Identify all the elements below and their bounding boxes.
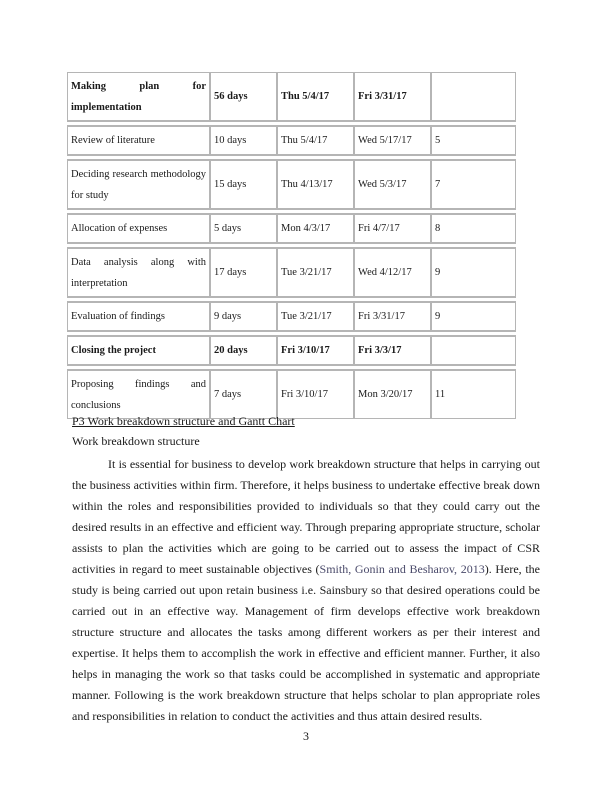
table-row	[67, 126, 516, 155]
predecessor-cell: 9	[431, 248, 516, 297]
predecessor-cell	[431, 72, 516, 121]
finish-date-cell: Wed 4/12/17	[354, 248, 431, 297]
duration-cell: 17 days	[210, 248, 277, 297]
duration-cell: 5 days	[210, 214, 277, 243]
task-cell: Closing the project	[67, 336, 210, 365]
finish-date-cell: Wed 5/17/17	[354, 126, 431, 155]
task-cell: Making plan for implementation	[67, 72, 210, 121]
citation: Smith, Gonin and Besharov, 2013	[319, 562, 485, 576]
duration-cell: 9 days	[210, 302, 277, 331]
duration-cell: 20 days	[210, 336, 277, 365]
predecessor-cell: 8	[431, 214, 516, 243]
table-row	[67, 160, 516, 209]
start-date-cell: Tue 3/21/17	[277, 302, 354, 331]
predecessor-cell: 5	[431, 126, 516, 155]
predecessor-cell: 7	[431, 160, 516, 209]
predecessor-cell: 9	[431, 302, 516, 331]
schedule-table	[67, 72, 516, 419]
predecessor-cell	[431, 336, 516, 365]
task-cell: Evaluation of findings	[67, 302, 210, 331]
task-cell: Proposing findings and conclusions	[67, 370, 210, 419]
duration-cell: 7 days	[210, 370, 277, 419]
start-date-cell: Fri 3/10/17	[277, 336, 354, 365]
schedule-table-body	[67, 72, 516, 419]
finish-date-cell: Fri 3/3/17	[354, 336, 431, 365]
paragraph-text-end: ). Here, the study is being carried out upon retain business i.e. Sainsbury so that desired operations could be carried out in an effective way. Management of firm develops effective work breakdown structure structure and allocates the tasks among different workers as per their interest and expertise. It helps them to accomplish the work in effective and efficient manner. Further, it also helps in managing the work so that tasks could be accomplished in systematic and appropriate manner. Following is the work breakdown structure that helps scholar to plan appropriate roles and responsibilities in relation to conduct the activities and thus attain desired results.	[72, 562, 541, 723]
start-date-cell: Thu 4/13/17	[277, 160, 354, 209]
duration-cell: 15 days	[210, 160, 277, 209]
finish-date-cell: Fri 3/31/17	[354, 302, 431, 331]
table-row	[67, 336, 516, 365]
task-cell: Review of literature	[67, 126, 210, 155]
finish-date-cell: Mon 3/20/17	[354, 370, 431, 419]
predecessor-cell: 11	[431, 370, 516, 419]
table-row	[67, 370, 516, 419]
table-row	[67, 72, 516, 121]
start-date-cell: Thu 5/4/17	[277, 126, 354, 155]
duration-cell: 10 days	[210, 126, 277, 155]
table-row	[67, 302, 516, 331]
task-cell: Deciding research methodology for study	[67, 160, 210, 209]
table-row	[67, 248, 516, 297]
task-cell: Data analysis along with interpretation	[67, 248, 210, 297]
body-paragraph	[72, 454, 540, 727]
duration-cell: 56 days	[210, 72, 277, 121]
page-number: 3	[303, 729, 309, 743]
start-date-cell: Fri 3/10/17	[277, 370, 354, 419]
sub-heading: Work breakdown structure	[72, 434, 200, 448]
paragraph-text-start: It is essential for business to develop work breakdown structure that helps in carrying out the business activities within firm. Therefore, it helps business to undertake effective break down within the roles and responsibilities provided to individuals so that they could carry out the desired results in an effective and efficient way. Through preparing appropriate structure, scholar assists to plan the activities which are going to be carried out to assess the impact of CSR activities in regard to meet sustainable objectives (	[72, 457, 540, 576]
table-row	[67, 214, 516, 243]
task-cell: Allocation of expenses	[67, 214, 210, 243]
finish-date-cell: Fri 4/7/17	[354, 214, 431, 243]
finish-date-cell: Wed 5/3/17	[354, 160, 431, 209]
section-heading: P3 Work breakdown structure and Gantt Chart	[72, 414, 295, 428]
start-date-cell: Mon 4/3/17	[277, 214, 354, 243]
start-date-cell: Thu 5/4/17	[277, 72, 354, 121]
start-date-cell: Tue 3/21/17	[277, 248, 354, 297]
finish-date-cell: Fri 3/31/17	[354, 72, 431, 121]
